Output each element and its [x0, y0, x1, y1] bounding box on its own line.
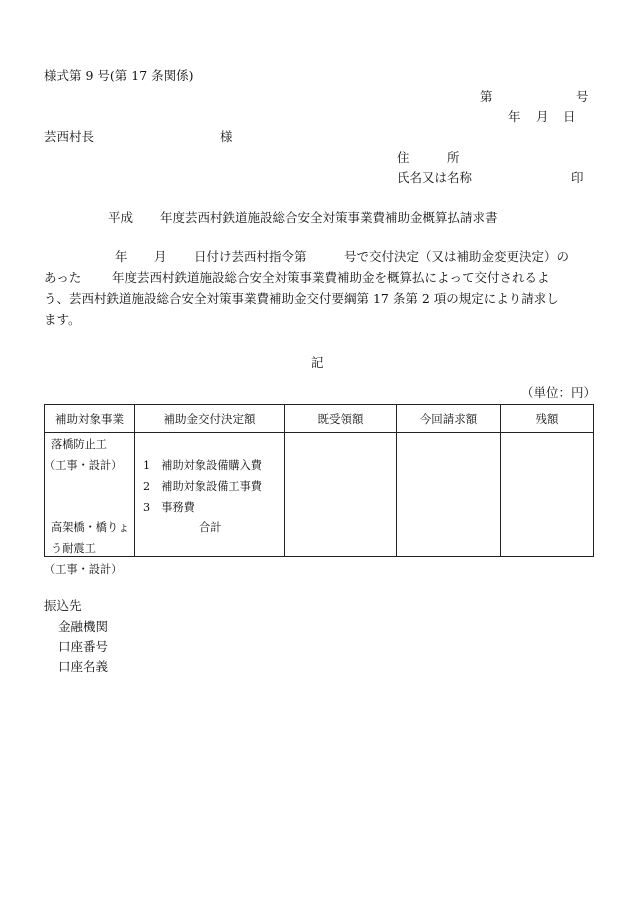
- header-target-project: 補助対象事業: [45, 405, 135, 433]
- header-decided-amount: 補助金交付決定額: [135, 405, 285, 433]
- date-month-label: 月: [536, 109, 549, 124]
- claim-table: [44, 404, 594, 576]
- doc-number-suffix: 号: [576, 89, 589, 104]
- bank-account-name-label: 口座名義: [58, 659, 109, 674]
- document-title: 年度芸西村鉄道施設総合安全対策事業費補助金概算払請求書: [160, 210, 498, 225]
- cell-decided-amount: [135, 433, 285, 557]
- cell-request-amount: [397, 433, 501, 557]
- address-label: 住 所: [397, 150, 460, 165]
- date-year-label: 年: [508, 109, 521, 124]
- bank-heading: 振込先: [44, 598, 82, 613]
- cell-remaining-amount: [501, 433, 594, 557]
- body-line2: 年度芸西村鉄道施設総合安全対策事業費補助金を概算払によって交付されるよ: [112, 270, 550, 285]
- doc-number-prefix: 第: [480, 89, 493, 104]
- header-request-amount: 今回請求額: [397, 405, 501, 433]
- name-label: 氏名又は名称: [397, 170, 473, 185]
- project-2-type: （工事・設計）: [44, 563, 123, 576]
- body-year: 年: [115, 249, 128, 264]
- body-line2-start: あった: [44, 270, 82, 285]
- honorific: 様: [220, 129, 233, 144]
- cell-target-project: [44, 433, 135, 576]
- item-total: 合計: [199, 521, 222, 534]
- project-2-name-1: 高架橋・橋りょ: [51, 521, 130, 534]
- body-decision: 号で交付決定（又は補助金変更決定）の: [344, 249, 570, 264]
- item-equipment-purchase: 1 補助対象設備購入費: [143, 459, 262, 472]
- project-1-type: （工事・設計）: [44, 459, 123, 472]
- project-1-name: 落橋防止工: [51, 438, 107, 451]
- table-row: [45, 433, 594, 557]
- body-line3: う、芸西村鉄道施設総合安全対策事業費補助金交付要綱第 17 条第 2 項の規定により請求し: [44, 291, 559, 306]
- project-2-name-2: う耐震工: [51, 542, 96, 555]
- table-header-row: [45, 405, 594, 433]
- title-era: 平成: [108, 210, 134, 225]
- item-office-expenses: 3 事務費: [143, 501, 195, 514]
- body-directive: 日付け芸西村指令第: [194, 249, 307, 264]
- bank-account-number-label: 口座番号: [58, 639, 109, 654]
- item-equipment-construction: 2 補助対象設備工事費: [143, 480, 262, 493]
- header-received-amount: 既受領額: [285, 405, 397, 433]
- date-day-label: 日: [563, 109, 576, 124]
- ki-heading: 記: [311, 355, 324, 370]
- unit-label: （単位：円）: [521, 385, 597, 400]
- body-line4: ます。: [44, 312, 81, 327]
- header-remaining-amount: 残額: [501, 405, 594, 433]
- cell-received-amount: [285, 433, 397, 557]
- seal-label: 印: [571, 170, 584, 185]
- addressee: 芸西村長: [44, 129, 95, 144]
- body-month: 月: [154, 249, 167, 264]
- bank-institution-label: 金融機関: [58, 619, 109, 634]
- form-number: 様式第 9 号(第 17 条関係): [44, 68, 194, 83]
